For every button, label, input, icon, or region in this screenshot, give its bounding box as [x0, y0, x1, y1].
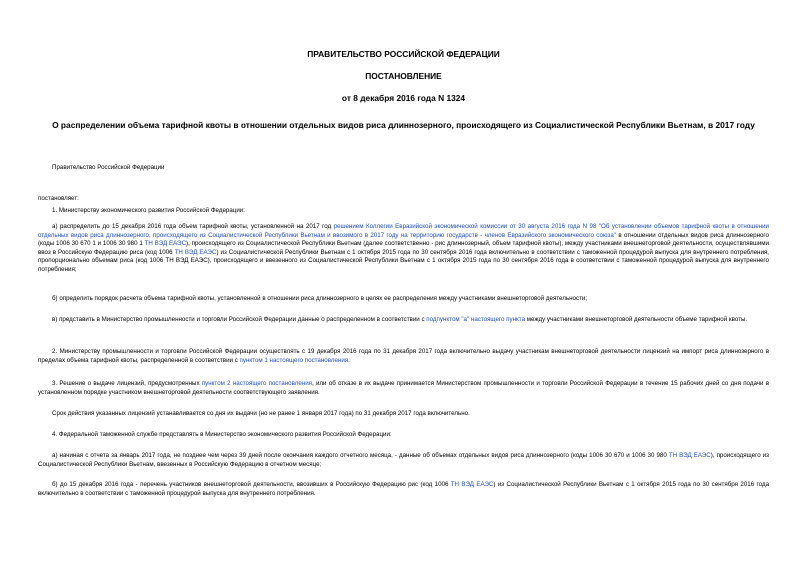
paragraph-1a-text-1: а) распределить до 15 декабря 2016 года объем тарифной квоты, установленной на 2017 год [52, 223, 334, 230]
paragraph-4a-text-2: ), происходящего из Социалистической Республики Вьетнам, ввезенных в Российскую Федерацию в отчетном месяце; [38, 452, 769, 468]
tn-ved-link-3[interactable]: ТН ВЭД ЕАЭС [668, 452, 711, 459]
paragraph-1c-text-2: между участниками внешнеторговой деятельности объеме тарифной квоты. [525, 316, 748, 323]
paragraph-1b: б) определить порядок расчета объема тарифной квоты, установленной в отношении риса длиннозерного в целях ее распределения между участниками внешнеторговой деятельности; [52, 295, 588, 302]
paragraph-4: 4. Федеральной таможенной службе представлять в Министерство экономического развития Российской Федерации: [52, 431, 392, 438]
paragraph-4a [38, 452, 769, 469]
paragraph-4a-text-1: а) начиная с отчета за январь 2017 года, не позднее чем через 39 дней после окончания каждого отчетного месяца, - данные об объемах отдельных видов риса длиннозерного (коды 1006 30 670 и 1006 30 980 [52, 452, 669, 459]
paragraph-1a-text-4: ) из Социалистической Республики Вьетнам с 1 октября 2015 года по 30 сентября 2016 года включительно в соответствии с таможенной процедурой выпуска для внутреннего потребления, пропорционально объемам риса (код 1006 ТН ВЭД ЕАЭС), происходящего и ввезенного из Социалистической Республики Вьетнам с 1 октября 2015 года по 30 сентября 2016 года в соответствии с таможенной процедурой выпуска для внутреннего потребления; [38, 248, 769, 273]
paragraph-1c [38, 316, 769, 325]
tn-ved-link-2[interactable]: ТН ВЭД ЕАЭС [174, 248, 217, 256]
paragraph-3 [38, 380, 769, 397]
paragraph-2-text-1: 2. Министерству промышленности и торговли Российской Федерации осуществлять с 19 декабря 2016 года по 31 декабря 2017 года включительно выдачу участникам внешнеторговой деятельности лицензий на импорт риса длиннозерного в пределах объема тарифной квоты, распределенной в соответствии с [38, 348, 769, 364]
paragraph-2-text-2: . [348, 356, 350, 364]
document-type-heading: ПОСТАНОВЛЕНИЕ [365, 71, 442, 81]
paragraph-3-text-2: , или об отказе в их выдаче принимается Министерством промышленности и торговли Российской Федерации в течение 15 рабочих дней со дня подачи в установленном порядке участником внешнеторговой деятельности соответствующего заявления. [38, 380, 769, 396]
paragraph-2 [38, 348, 769, 365]
tn-ved-link-1[interactable]: ТН ВЭД ЕАЭС [144, 240, 187, 248]
paragraph-3-validity: Срок действия указанных лицензий устанавливается со дня их выдачи (но не ранее 1 января 2017 года) по 31 декабря 2017 года включительно. [52, 410, 470, 417]
eec-decision-link[interactable]: решением Коллегии Евразийской экономической комиссии от 30 августа 2016 года N 98 "Об установлении объемов тарифной квоты в отношении отдельных видов риса длиннозерного, происходящего из Социалистической Республики Вьетнам и ввозимого в 2017 году на территорию государств - членов Евразийского экономического союза" [38, 223, 769, 239]
document-title: О распределении объема тарифной квоты в отношении отдельных видов риса длиннозерного, происходящего из Социалистической Республики Вьетнам, в 2017 году [52, 120, 755, 130]
date-number-heading: от 8 декабря 2016 года N 1324 [341, 93, 466, 103]
tn-ved-link-4[interactable]: ТН ВЭД ЕАЭС [450, 481, 494, 488]
paragraph-1a-text-3: ), происходящего из Социалистической Республики Вьетнам (далее соответственно - рис длиннозерный, объем тарифной квоты), между участниками внешнеторговой деятельности, осуществлявшими ввоз в Российскую Федерацию риса (код 1006 [38, 240, 769, 256]
paragraph-1a-text-2: в отношении отдельных видов риса длиннозерного (коды 1006 30 670 1 и 1006 30 980 1 [38, 231, 769, 248]
paragraph-4b [38, 481, 769, 498]
paragraph-1a [38, 223, 769, 275]
decrees-word: постановляет: [38, 195, 79, 202]
subparagraph-a-link[interactable]: подпунктом "а" настоящего пункта [426, 316, 526, 323]
paragraph-4b-text-2: ) из Социалистической Республики Вьетнам с 1 октября 2015 года по 30 сентября 2016 года включительно в соответствии с таможенной процедурой выпуска для внутреннего потребления. [38, 481, 770, 497]
intro-paragraph: Правительство Российской Федерации [52, 164, 165, 171]
paragraph-4b-text-1: б) до 15 декабря 2016 года - перечень участников внешнеторговой деятельности, ввозивших в Российскую Федерацию рис (код 1006 [52, 481, 451, 488]
paragraph-3-text-1: 3. Решение о выдаче лицензий, предусмотренных [52, 380, 202, 387]
government-heading: ПРАВИТЕЛЬСТВО РОССИЙСКОЙ ФЕДЕРАЦИИ [307, 49, 500, 59]
point-2-link[interactable]: пунктом 2 настоящего постановления [201, 380, 312, 387]
point-1-link[interactable]: пунктом 1 настоящего постановления [239, 356, 349, 364]
paragraph-1: 1. Министерству экономического развития Российской Федерации: [52, 207, 245, 214]
paragraph-1c-text-1: в) представить в Министерство промышленности и торговли Российской Федерации данные о распределенном в соответствии с [52, 316, 427, 323]
